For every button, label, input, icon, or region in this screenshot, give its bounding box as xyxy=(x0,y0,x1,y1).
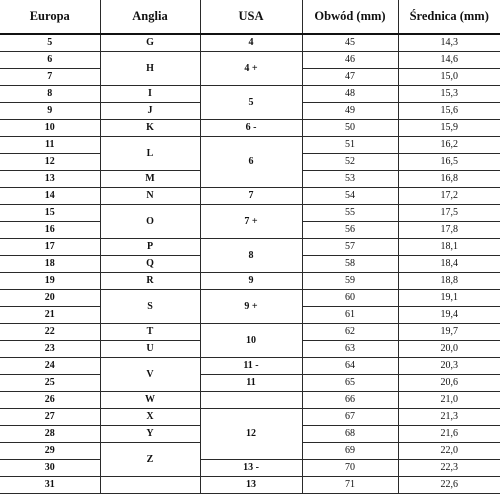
cell-europa: 13 xyxy=(0,171,100,188)
cell-obwod: 58 xyxy=(302,256,398,273)
cell-europa: 28 xyxy=(0,426,100,443)
cell-srednica: 21,3 xyxy=(398,409,500,426)
cell-anglia xyxy=(100,477,200,494)
table-row xyxy=(0,188,500,205)
cell-srednica: 22,0 xyxy=(398,443,500,460)
table-row xyxy=(0,137,500,154)
cell-obwod: 52 xyxy=(302,154,398,171)
table-row xyxy=(0,358,500,375)
table-row xyxy=(0,52,500,69)
cell-anglia: R xyxy=(100,273,200,290)
cell-anglia: M xyxy=(100,171,200,188)
cell-usa: 10 xyxy=(200,324,302,358)
cell-srednica: 20,0 xyxy=(398,341,500,358)
cell-europa: 9 xyxy=(0,103,100,120)
cell-srednica: 20,3 xyxy=(398,358,500,375)
cell-srednica: 16,5 xyxy=(398,154,500,171)
cell-obwod: 66 xyxy=(302,392,398,409)
cell-obwod: 62 xyxy=(302,324,398,341)
cell-obwod: 69 xyxy=(302,443,398,460)
cell-srednica: 16,2 xyxy=(398,137,500,154)
cell-europa: 15 xyxy=(0,205,100,222)
cell-europa: 11 xyxy=(0,137,100,154)
cell-europa: 8 xyxy=(0,86,100,103)
cell-obwod: 55 xyxy=(302,205,398,222)
cell-obwod: 71 xyxy=(302,477,398,494)
cell-europa: 17 xyxy=(0,239,100,256)
cell-europa: 31 xyxy=(0,477,100,494)
cell-anglia: P xyxy=(100,239,200,256)
table-row xyxy=(0,290,500,307)
cell-obwod: 59 xyxy=(302,273,398,290)
cell-europa: 21 xyxy=(0,307,100,324)
cell-obwod: 65 xyxy=(302,375,398,392)
table-row xyxy=(0,392,500,409)
cell-obwod: 61 xyxy=(302,307,398,324)
cell-europa: 30 xyxy=(0,460,100,477)
cell-europa: 16 xyxy=(0,222,100,239)
header-europa: Europa xyxy=(0,0,100,34)
table-row xyxy=(0,86,500,103)
table-body xyxy=(0,34,500,494)
cell-srednica: 15,9 xyxy=(398,120,500,137)
cell-europa: 5 xyxy=(0,34,100,52)
cell-europa: 19 xyxy=(0,273,100,290)
cell-europa: 20 xyxy=(0,290,100,307)
cell-srednica: 19,4 xyxy=(398,307,500,324)
cell-obwod: 64 xyxy=(302,358,398,375)
cell-obwod: 67 xyxy=(302,409,398,426)
cell-anglia: W xyxy=(100,392,200,409)
table-row xyxy=(0,34,500,52)
cell-srednica: 14,6 xyxy=(398,52,500,69)
cell-anglia: U xyxy=(100,341,200,358)
cell-srednica: 14,3 xyxy=(398,34,500,52)
cell-usa: 11 - xyxy=(200,358,302,375)
cell-srednica: 17,8 xyxy=(398,222,500,239)
cell-usa: 4 xyxy=(200,34,302,52)
cell-usa: 12 xyxy=(200,409,302,460)
cell-obwod: 54 xyxy=(302,188,398,205)
header-srednica: Średnica (mm) xyxy=(398,0,500,34)
cell-anglia: J xyxy=(100,103,200,120)
cell-obwod: 57 xyxy=(302,239,398,256)
cell-europa: 22 xyxy=(0,324,100,341)
cell-srednica: 21,6 xyxy=(398,426,500,443)
cell-srednica: 21,0 xyxy=(398,392,500,409)
cell-srednica: 16,8 xyxy=(398,171,500,188)
header-anglia: Anglia xyxy=(100,0,200,34)
header-obwod: Obwód (mm) xyxy=(302,0,398,34)
cell-obwod: 45 xyxy=(302,34,398,52)
cell-usa: 13 xyxy=(200,477,302,494)
cell-europa: 7 xyxy=(0,69,100,86)
table-row xyxy=(0,460,500,477)
cell-europa: 25 xyxy=(0,375,100,392)
cell-obwod: 51 xyxy=(302,137,398,154)
cell-usa: 6 xyxy=(200,137,302,188)
cell-anglia: O xyxy=(100,205,200,239)
cell-srednica: 22,3 xyxy=(398,460,500,477)
cell-obwod: 60 xyxy=(302,290,398,307)
cell-europa: 23 xyxy=(0,341,100,358)
cell-obwod: 46 xyxy=(302,52,398,69)
header-usa: USA xyxy=(200,0,302,34)
cell-anglia: K xyxy=(100,120,200,137)
cell-srednica: 15,6 xyxy=(398,103,500,120)
cell-usa: 4 + xyxy=(200,52,302,86)
cell-europa: 18 xyxy=(0,256,100,273)
table-row xyxy=(0,324,500,341)
cell-srednica: 20,6 xyxy=(398,375,500,392)
cell-anglia: X xyxy=(100,409,200,426)
cell-srednica: 19,1 xyxy=(398,290,500,307)
cell-obwod: 47 xyxy=(302,69,398,86)
cell-europa: 24 xyxy=(0,358,100,375)
cell-obwod: 49 xyxy=(302,103,398,120)
table-row xyxy=(0,120,500,137)
cell-usa: 7 xyxy=(200,188,302,205)
cell-srednica: 15,3 xyxy=(398,86,500,103)
cell-obwod: 68 xyxy=(302,426,398,443)
cell-usa: 7 + xyxy=(200,205,302,239)
cell-europa: 10 xyxy=(0,120,100,137)
table-row xyxy=(0,409,500,426)
table-row xyxy=(0,477,500,494)
cell-srednica: 15,0 xyxy=(398,69,500,86)
cell-obwod: 56 xyxy=(302,222,398,239)
cell-srednica: 22,6 xyxy=(398,477,500,494)
cell-anglia: N xyxy=(100,188,200,205)
cell-usa xyxy=(200,392,302,409)
table-row xyxy=(0,239,500,256)
cell-srednica: 18,1 xyxy=(398,239,500,256)
cell-anglia: L xyxy=(100,137,200,171)
cell-europa: 12 xyxy=(0,154,100,171)
cell-anglia: S xyxy=(100,290,200,324)
cell-obwod: 48 xyxy=(302,86,398,103)
cell-anglia: Q xyxy=(100,256,200,273)
cell-obwod: 53 xyxy=(302,171,398,188)
cell-anglia: T xyxy=(100,324,200,341)
cell-usa: 6 - xyxy=(200,120,302,137)
cell-anglia: V xyxy=(100,358,200,392)
cell-europa: 26 xyxy=(0,392,100,409)
cell-europa: 29 xyxy=(0,443,100,460)
cell-anglia: I xyxy=(100,86,200,103)
table-row xyxy=(0,273,500,290)
cell-srednica: 18,8 xyxy=(398,273,500,290)
cell-anglia: Y xyxy=(100,426,200,443)
cell-srednica: 18,4 xyxy=(398,256,500,273)
cell-europa: 14 xyxy=(0,188,100,205)
cell-srednica: 19,7 xyxy=(398,324,500,341)
cell-anglia: H xyxy=(100,52,200,86)
cell-usa: 13 - xyxy=(200,460,302,477)
cell-srednica: 17,2 xyxy=(398,188,500,205)
cell-anglia: Z xyxy=(100,443,200,477)
cell-europa: 6 xyxy=(0,52,100,69)
cell-europa: 27 xyxy=(0,409,100,426)
cell-obwod: 63 xyxy=(302,341,398,358)
cell-usa: 5 xyxy=(200,86,302,120)
cell-usa: 11 xyxy=(200,375,302,392)
cell-obwod: 70 xyxy=(302,460,398,477)
cell-srednica: 17,5 xyxy=(398,205,500,222)
cell-usa: 8 xyxy=(200,239,302,273)
table-row xyxy=(0,375,500,392)
cell-usa: 9 xyxy=(200,273,302,290)
cell-usa: 9 + xyxy=(200,290,302,324)
header-row xyxy=(0,0,500,34)
table-row xyxy=(0,205,500,222)
cell-anglia: G xyxy=(100,34,200,52)
cell-obwod: 50 xyxy=(302,120,398,137)
